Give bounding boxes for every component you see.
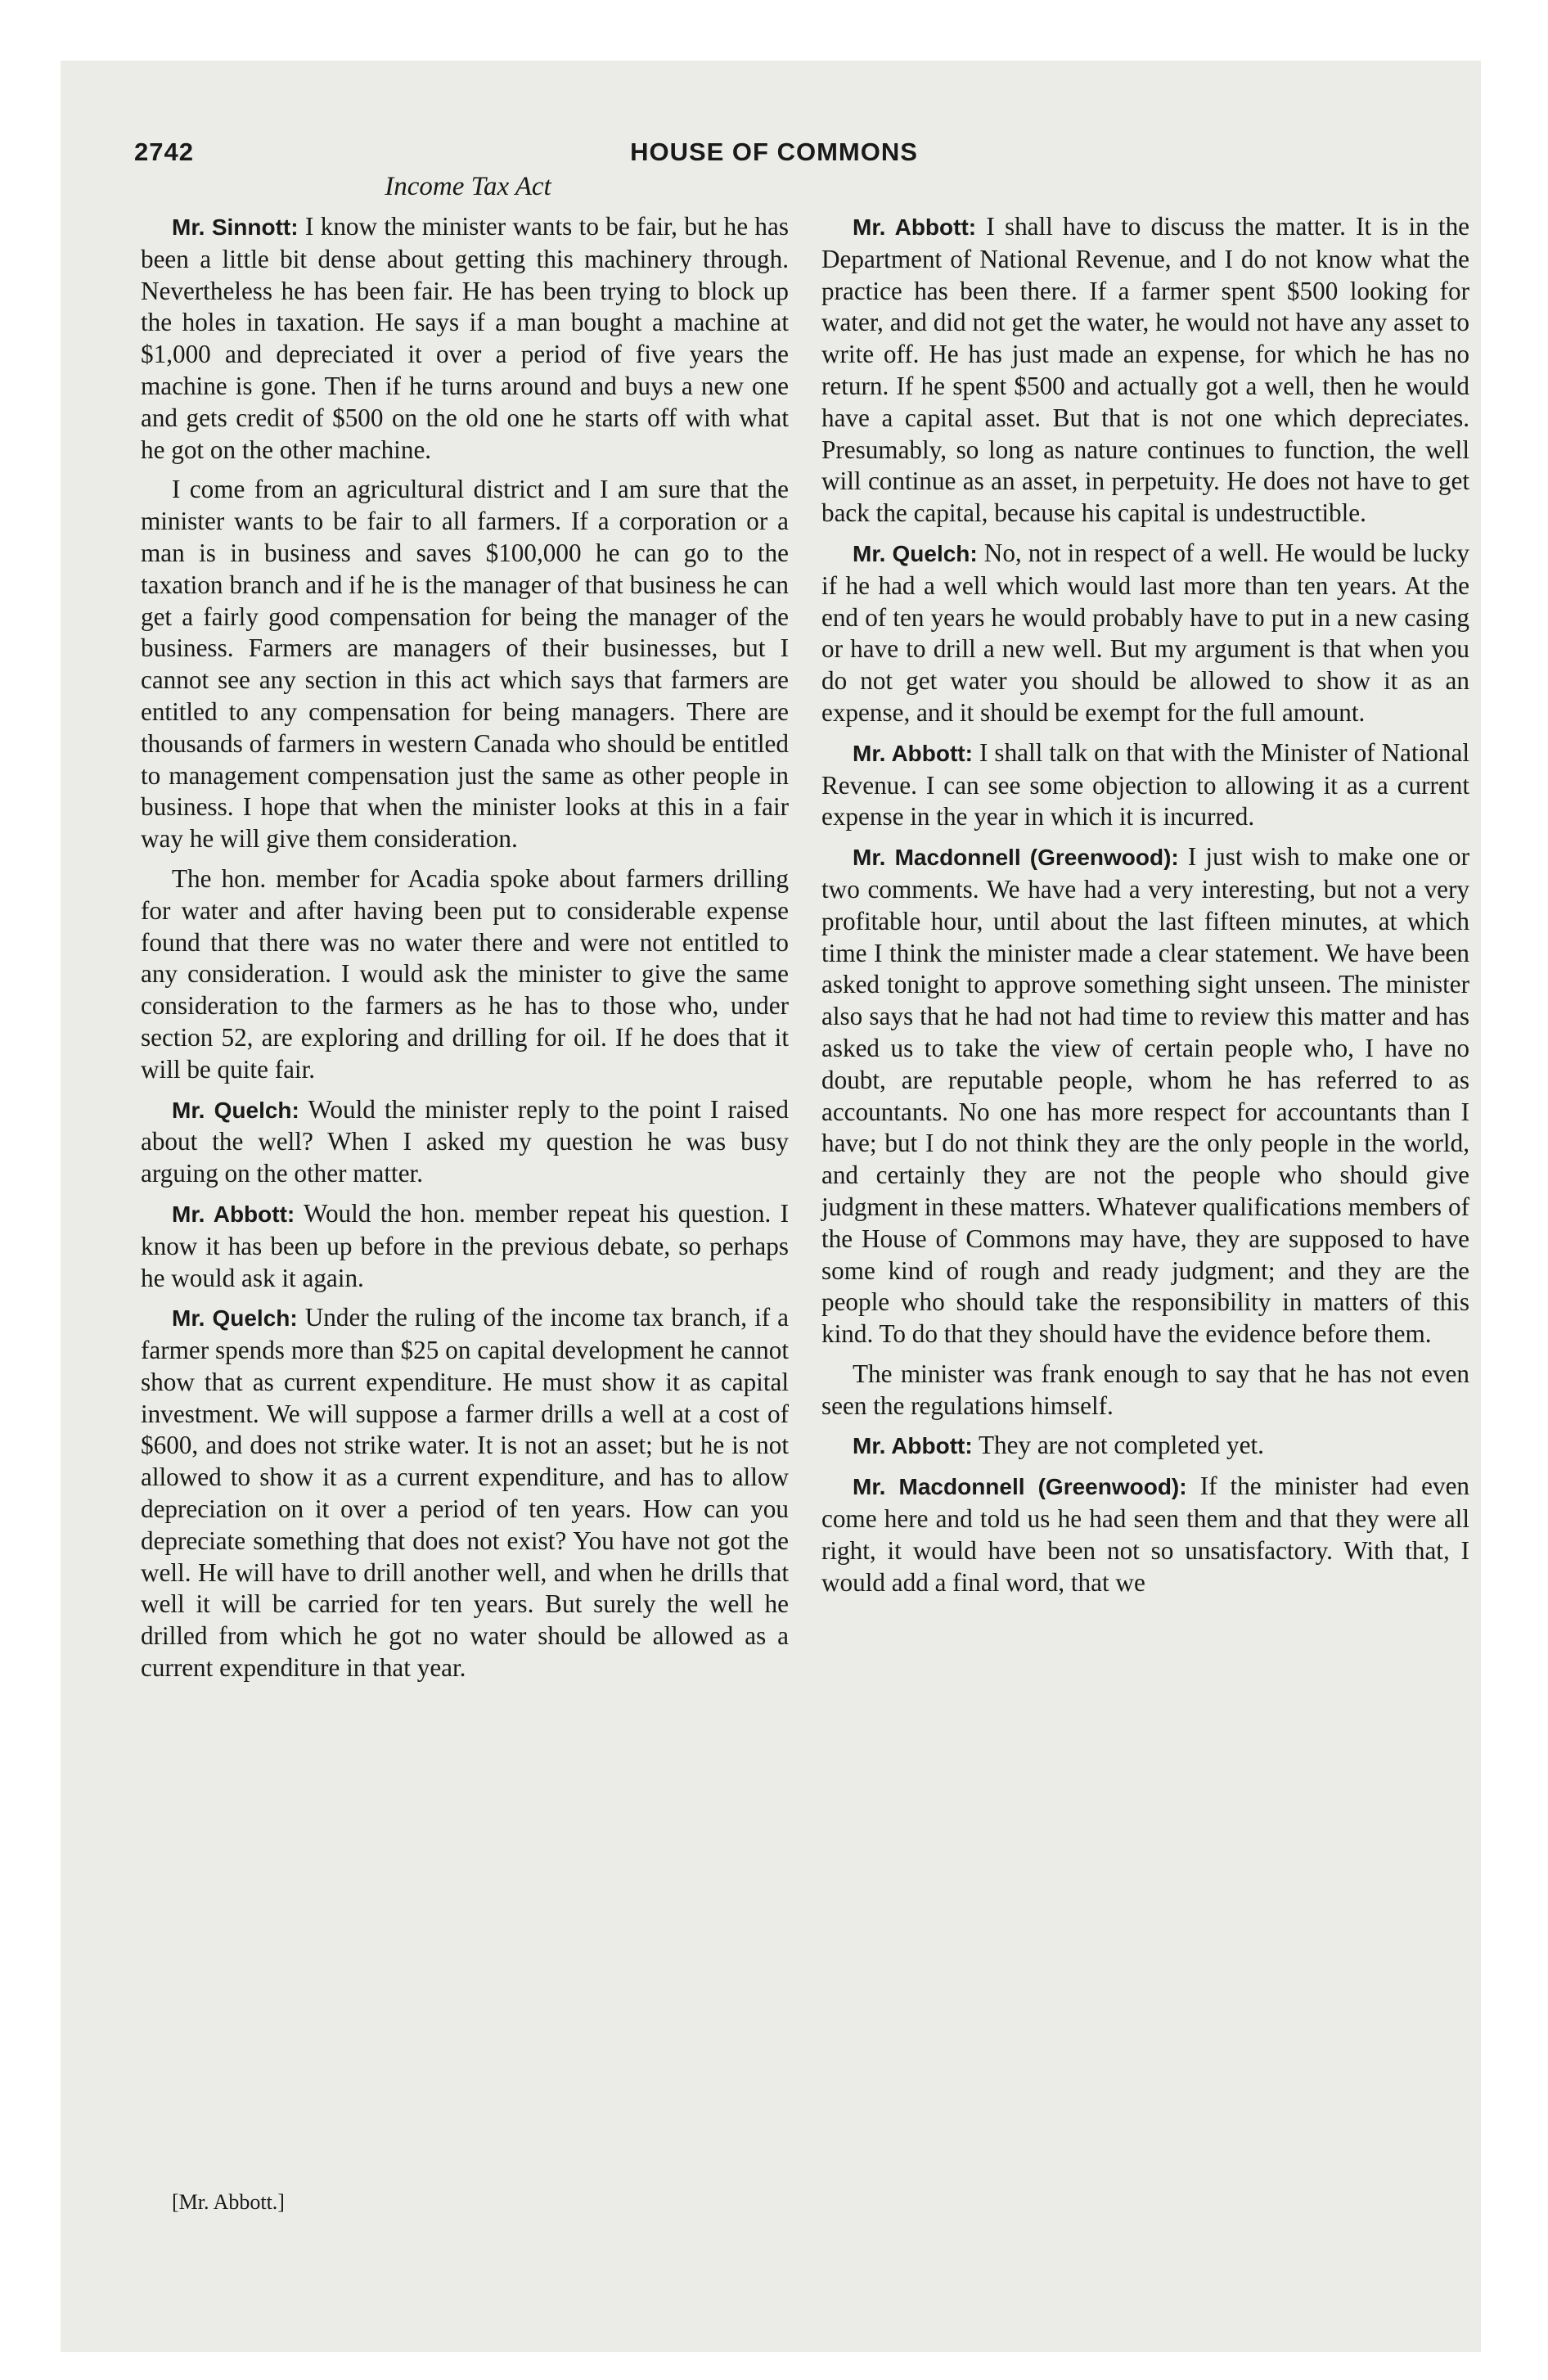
running-head: HOUSE OF COMMONS	[630, 137, 918, 166]
footer-note: [Mr. Abbott.]	[172, 2190, 285, 2214]
paragraph	[821, 1471, 1469, 1598]
paragraph-text: I come from an agricultural district and I am sure that the minister wants to be fair to all farmers. If a corporation or a man is in business and saves $100,000 he can go to the taxation branch and if he is the manager of that business he can get a fairly good compensation for being the manager of the business. Farmers are managers of their businesses, but I cannot see any section in this act which says that farmers are entitled to any compensation for being managers. There are thousands of farmers in western Canada who should be entitled to management compensation just the same as other people in business. I hope that when the minister looks at this in a fair way he will give them consideration.	[141, 475, 789, 854]
paragraph-text: I shall talk on that with the Minister of National Revenue. I can see some objection to allowing it as a current expense in the year in which it is incurred.	[821, 737, 1470, 832]
paragraph-text: If the minister had even come here and told us he had seen them and that they were all right, it would have been not so unsatisfactory. With that, I would add a final word, that we	[821, 1472, 1470, 1597]
paragraph-text: I know the minister wants to be fair, but he has been a little bit dense about getting this machinery through. Nevertheless he has been fair. He has been trying to block up the holes in taxation. He says if a man bought a machine at $1,000 and depreciated it over a period of five years the machine is gone. Then if he turns around and buys a new one and gets credit of $500 on the old one he starts off with what he got on the other machine.	[141, 212, 789, 464]
paragraph-text: Would the hon. member repeat his question. I know it has been up before in the previous debate, so perhaps he would ask it again.	[141, 1198, 790, 1292]
speaker-name: Mr. Macdonnell (Greenwood):	[853, 845, 1179, 871]
paragraph-text: They are not completed yet.	[978, 1431, 1264, 1460]
paragraph-text: Under the ruling of the income tax branch, if a farmer spends more than $25 on capital development he cannot show that as current expenditure. He must show it as capital investment. We will suppose a farmer drills a well at a cost of $600, and does not strike water. It is not an asset; but he is not allowed to show it as a current expenditure, and has to allow depreciation on it over a period of ten years. How can you depreciate something that does not exist? You have not got the well. He will have to drill another well, and when he drills that well it will be carried for ten years. But surely the well he drilled from which he got no water should be allowed as a current expenditure in that year.	[141, 1303, 790, 1683]
speaker-name: Mr. Abbott:	[172, 1201, 295, 1227]
speaker-name: Mr. Quelch:	[172, 1305, 298, 1332]
speaker-name: Mr. Abbott:	[853, 214, 977, 240]
paragraph-text: I just wish to make one or two comments. We have had a very interesting, but not a very profitable hour, until about the last fifteen minutes, at which time I think the minister made a clear statement. We have been asked tonight to approve something sight unseen. The minister also says that he had not had time to review this matter and has asked us to take the view of certain people who, I have no doubt, are reputable people, whom he has referred to as accountants. No one has more respect for accountants than I have; but I do not think they are the only people in the world, and certainly they are not the people who should give judgment in these matters. Whatever qualifications members of the House of Commons may have, they are supposed to have some kind of rough and ready judgment; and they are the people who should take the responsibility in matters of this kind. To do that they should have the evidence before them.	[821, 842, 1469, 1349]
paragraph	[821, 211, 1469, 530]
left-column	[141, 211, 789, 1693]
paragraph	[821, 538, 1469, 729]
paragraph	[821, 737, 1469, 833]
paragraph	[821, 841, 1469, 1350]
paragraph	[821, 1430, 1469, 1463]
speaker-name: Mr. Macdonnell (Greenwood):	[853, 1474, 1187, 1500]
paragraph-text: The hon. member for Acadia spoke about farmers drilling for water and after having been put to considerable expense found that there was no water there and were not entitled to any consideration. I would ask the minister to give the same consideration to the farmers as he has to those who, under section 52, are exploring and drilling for oil. If he does that it will be quite fair.	[141, 863, 789, 1084]
speaker-name: Mr. Quelch:	[172, 1097, 299, 1123]
paragraph	[141, 1094, 789, 1190]
speaker-name: Mr. Abbott:	[853, 740, 973, 766]
right-column	[821, 211, 1469, 1607]
paragraph-text: No, not in respect of a well. He would be lucky if he had a well which would last more than ten years. At the end of ten years he would probably have to put in a new casing or have to drill a new well. But my argument is that when you do not get water you should be allowed to show it as an expense, and it should be exempt for the full amount.	[821, 538, 1470, 727]
paragraph	[141, 474, 789, 855]
paragraph	[141, 1302, 789, 1684]
speaker-name: Mr. Abbott:	[853, 1433, 973, 1459]
paragraph	[141, 863, 789, 1086]
paragraph	[821, 1359, 1469, 1422]
paragraph-text: I shall have to discuss the matter. It is in the Department of National Revenue, and I do not know what the practice has been there. If a farmer spent $500 looking for water, and did not get the water, he would not have any asset to write off. He has just made an expense, for which he has no return. If he spent $500 and actually got a well, then he would have a capital asset. But that is not one which depreciates. Presumably, so long as nature continues to function, the well will continue as an asset, in perpetuity. He does not have to get back the capital, because his capital is undestructible.	[821, 212, 1470, 528]
paragraph	[141, 1198, 789, 1294]
speaker-name: Mr. Quelch:	[853, 540, 978, 566]
speaker-name: Mr. Sinnott:	[172, 214, 299, 240]
section-subhead: Income Tax Act	[385, 172, 551, 201]
page-number: 2742	[134, 137, 194, 166]
paragraph-text: The minister was frank enough to say that he has not even seen the regulations himself.	[821, 1359, 1469, 1420]
paragraph-text: Would the minister reply to the point I raised about the well? When I asked my question he was busy arguing on the other matter.	[141, 1094, 790, 1188]
paragraph	[141, 211, 789, 466]
